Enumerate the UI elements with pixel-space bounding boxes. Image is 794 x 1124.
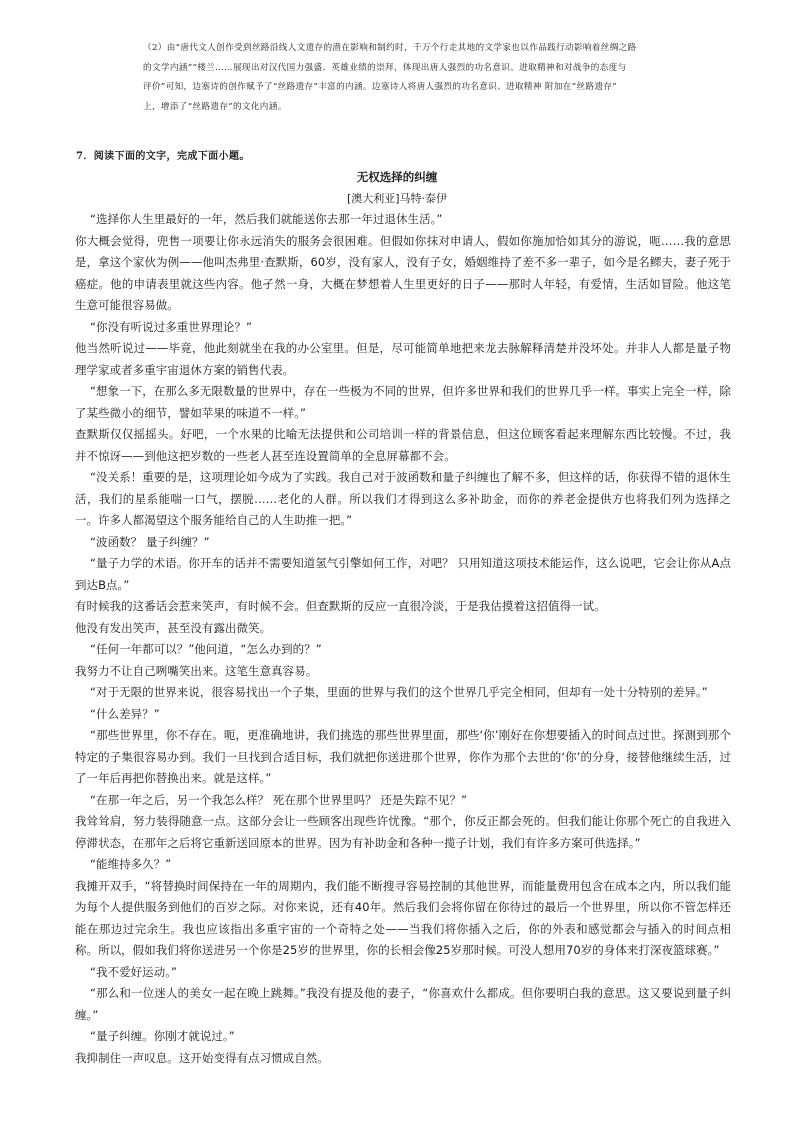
article-author: [澳大利亚]马特·泰伊: [346, 192, 448, 205]
answer-line: 上，增添了“丝路遗存”的文化内涵。: [143, 101, 287, 112]
paragraph: “在那一年之后，另一个我怎么样？ 死在那个世界里吗？ 还是失踪不见？”: [90, 792, 468, 807]
paragraph: 我摊开双手，“将替换时间保持在一年的周期内，我们能不断搜寻容易控制的其他世界，而能量费用包含在成本之内，所以我们能为每个人提供服务到他们的百岁之际。对你来说，还有40年。然后我们会将你留在你待过的最后一个世界里，所以你不管怎样还能在那边过完余生。我也应该指出多重宇宙的一个奇特之处——当我们将你插入之后，你的外表和感觉都会与插入的时间点相称。所以，假如我们将你送进另一个你是25岁的世界里，你的长相会像25岁那时候。可没人想用70岁的身体来打深夜篮球赛。”: [75, 878, 731, 957]
paragraph: 我努力不让自己咧嘴笑出来。这笔生意真容易。: [75, 663, 318, 678]
paragraph: “任何一年都可以？”他问道，“怎么办到的？”: [90, 642, 322, 656]
paragraph: 我抑制住一声叹息。这开始变得有点习惯成自然。: [75, 1050, 329, 1065]
paragraph: “对于无限的世界来说，很容易找出一个子集，里面的世界与我们的这个世界几乎完全相同，但却有一处十分特别的差异。”: [90, 685, 708, 699]
paragraph: “选择你人生里最好的一年，然后我们就能送你去那一年过退休生活。”: [90, 212, 443, 226]
paragraph: 他没有发出笑声，甚至没有露出微笑。: [75, 620, 272, 635]
paragraph: 查默斯仅仅摇摇头。好吧，一个水果的比喻无法提供和公司培训一样的背景信息，但这位顾客看起来理解东西比较慢。不过，我并不惊讶——到他这把岁数的一些老人甚至连设置简单的全息屏幕都不会。: [75, 427, 731, 463]
paragraph: 他当然听说过——毕竟，他此刻就坐在我的办公室里。但是，尽可能简单地把来龙去脉解释清楚并没坏处。并非人人都是量子物理学家或者多重宇宙退休方案的销售代表。: [75, 341, 731, 377]
paragraph: “什么差异？”: [90, 706, 160, 721]
paragraph: “量子力学的术语。你开车的话并不需要知道氢气引擎如何工作，对吧？ 只用知道这项技术能运作，这么说吧，它会让你从A点到达B点。”: [75, 556, 731, 592]
paragraph: “没关系！重要的是，这项理论如今成为了实践。我自己对于波函数和量子纠缠也了解不多，但这样的话，你获得不错的退休生活，我们的星系能喘一口气，摆脱……老化的人群。所以我们才得到这么多补助金，而你的养老金提供方也将我们列为选择之一。许多人都渴望这个服务能给自己的人生助推一把。”: [75, 470, 731, 527]
article-title: 无权选择的纠缠: [356, 170, 438, 184]
answer-line: （2）由“唐代文人创作受到丝路沿线人文遗存的潜在影响和制约时，千万个行走其地的文学家也以作品践行动影响着丝绸之路: [143, 43, 637, 53]
paragraph: “那些世界里，你不存在。呃，更准确地讲，我们挑选的那些世界里面，那些‘你’刚好在你想要插入的时间点过世。探测到那个特定的子集很容易办到。我们一旦找到合适目标，我们就把你送进那个世界，你作为那个去世的‘你’的分身，接替他继续生活，过了一年后再把你替换出来。就是这样。”: [75, 728, 731, 785]
paragraph: “波函数？ 量子纠缠？”: [90, 534, 210, 549]
paragraph: 有时候我的这番话会惹来笑声，有时候不会。但查默斯的反应一直很冷淡，于是我估摸着这招值得一试。: [75, 599, 606, 613]
answer-line: 评价”可知，边塞诗的创作赋予了“丝路遗存”丰富的内涵。边塞诗人将唐人强烈的功名意识、进取精神 附加在“丝路遗存”: [143, 82, 617, 93]
answer-line: 的文学内涵”“楼兰……展现出对汉代国力强盛、英雄业绩的崇拜，体现出唐人强烈的功名意识、进取精神和对战争的态度与: [143, 62, 627, 73]
article-body: [75, 209, 731, 1069]
question-heading: 7．阅读下面的文字，完成下面小题。: [76, 151, 250, 162]
answer-block: [123, 39, 723, 117]
paragraph: “我不爱好运动。”: [90, 964, 178, 979]
paragraph: “你没有听说过多重世界理论？”: [90, 319, 253, 334]
paragraph: “能维持多久？”: [90, 857, 172, 871]
paragraph: 你大概会觉得，兜售一项要让你永远消失的服务会很困难。但假如你抹对申请人，假如你施加恰如其分的游说，呃……我的意思是，拿这个家伙为例——他叫杰弗里·查默斯，60岁，没有家人，没有子女，婚姻维持了差不多一辈子，如今是名鳏夫，妻子死于癌症。他的申请表里就这些内容。他孑然一身，大概在梦想着人生里更好的日子——那时人年轻，有爱情，生活如冒险。他这笔生意可能很容易做。: [75, 233, 731, 312]
paragraph: “那么和一位迷人的美女一起在晚上跳舞。”我没有提及他的妻子，“你喜欢什么都成。但你要明白我的意思。这又要说到量子纠缠。”: [75, 986, 731, 1022]
paragraph: “量子纠缠。你刚才就说过。”: [90, 1029, 235, 1043]
paragraph: 我耸耸肩，努力装得随意一点。这部分会让一些顾客出现些许忧豫。“那个，你反正都会死的。但我们能让你那个死亡的自我进入停滞状态，在那年之后将它重新送回原本的世界。因为有补助金和各种一揽子计划，我们有许多方案可供选择。”: [75, 814, 731, 850]
paragraph: “想象一下，在那么多无限数量的世界中，存在一些极为不同的世界，但许多世界和我们的世界几乎一样。事实上完全一样，除了某些微小的细节，譬如苹果的味道不一样。”: [75, 384, 731, 420]
